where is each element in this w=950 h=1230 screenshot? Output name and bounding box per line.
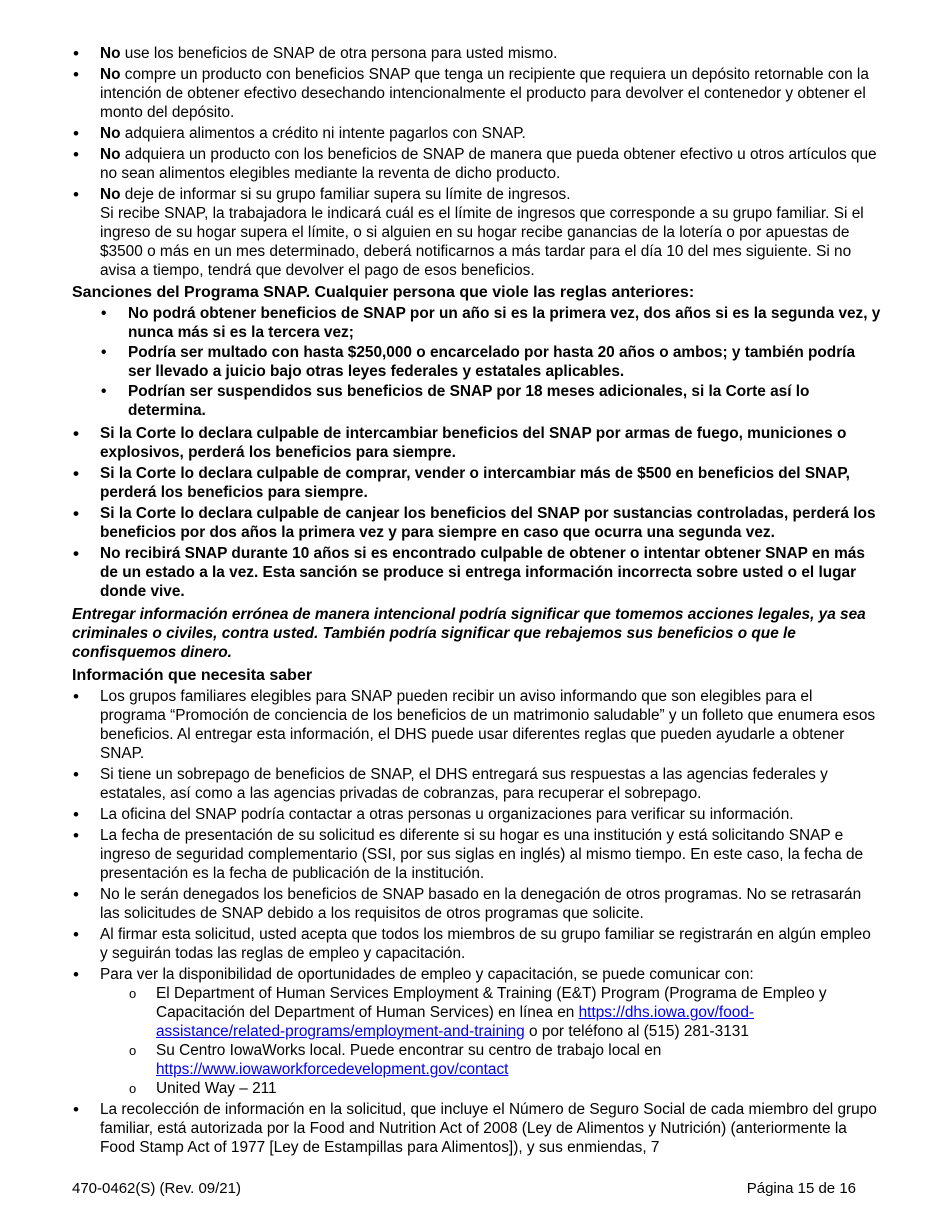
form-number: 470-0462(S) (Rev. 09/21) [72, 1180, 241, 1197]
penalties-heading: Sanciones del Programa SNAP. Cualquier persona que viole las reglas anteriores: [72, 284, 695, 301]
list-item: • La recolección de información en la solicitud, que incluye el Número de Seguro Social de cada miembro del grupo familiar, está autorizada por la Food and Nutrition Act of 2008 (Ley de Alimentos y Nutrición) (anteriormente la Food Stamp Act of 1977 [Ley de Estampillas para Alimentos]), y sus enmiendas, 7 [72, 1100, 882, 1157]
list-item: • Podría ser multado con hasta $250,000 o encarcelado por hasta 20 años o ambos; y también podría ser llevado a juicio bajo otras leyes federales y estatales aplicables. [100, 343, 882, 381]
list-item: • No le serán denegados los beneficios de SNAP basado en la denegación de otros programas. No se retrasarán las solicitudes de SNAP debido a los requisitos de otros programas que solicite. [72, 885, 882, 923]
list-item: • Los grupos familiares elegibles para SNAP pueden recibir un aviso informando que son elegibles para el programa “Promoción de conciencia de los beneficios de un matrimonio saludable” y un folleto que enumera esos beneficios. Al entregar esta información, el DHS puede usar diferentes reglas que pueden ayudarle a obtener SNAP. [72, 687, 882, 763]
contact-item: o Su Centro IowaWorks local. Puede encontrar su centro de trabajo local en https://www.iowaworkforcedevelopment.gov/contact [128, 1041, 882, 1079]
list-item: • Si tiene un sobrepago de beneficios de SNAP, el DHS entregará sus respuestas a las agencias federales y estatales, así como a las agencias privadas de cobranzas, para recuperar el sobrepago. [72, 765, 882, 803]
page-number: Página 15 de 16 [746, 1180, 856, 1197]
info-list [72, 687, 882, 1157]
list-item: • Podrían ser suspendidos sus beneficios de SNAP por 18 meses adicionales, si la Corte así lo determina. [100, 382, 882, 420]
list-item: • Al firmar esta solicitud, usted acepta que todos los miembros de su grupo familiar se registrarán en algún empleo y seguirán todas las reglas de empleo y capacitación. [72, 925, 882, 963]
list-item: • No podrá obtener beneficios de SNAP por un año si es la primera vez, dos años si es la segunda vez, y nunca más si es la tercera vez; [100, 304, 882, 342]
list-item: • No recibirá SNAP durante 10 años si es encontrado culpable de obtener o intentar obtener SNAP en más de un estado a la vez. Esta sanción se produce si entrega información incorrecta sobre usted o el lugar donde vive. [72, 544, 882, 601]
warning-text: Entregar información errónea de manera intencional podría significar que tomemos acciones legales, ya sea criminales o civiles, contra usted. También podría significar que rebajemos sus beneficios o que le confisquemos dinero. [72, 606, 866, 661]
penalties-list [72, 424, 882, 601]
document-page [72, 44, 882, 1159]
rules-list [72, 44, 882, 280]
contacts-list [128, 984, 882, 1098]
iowaworks-link[interactable]: https://www.iowaworkforcedevelopment.gov/contact [156, 1061, 509, 1078]
list-item: • No adquiera un producto con los beneficios de SNAP de manera que pueda obtener efectivo u otros artículos que no sean alimentos elegibles mediante la reventa de dicho producto. [72, 145, 882, 183]
list-item: • Si la Corte lo declara culpable de canjear los beneficios del SNAP por sustancias controladas, perderá los beneficios por dos años la primera vez y para siempre en caso que ocurra una segunda vez. [72, 504, 882, 542]
list-item: • La oficina del SNAP podría contactar a otras personas u organizaciones para verificar su información. [72, 805, 882, 824]
list-item: • Si la Corte lo declara culpable de intercambiar beneficios del SNAP por armas de fuego, municiones o explosivos, perderá los beneficios para siempre. [72, 424, 882, 462]
list-item: • No adquiera alimentos a crédito ni intente pagarlos con SNAP. [72, 124, 882, 143]
list-item: • No compre un producto con beneficios SNAP que tenga un recipiente que requiera un depósito retornable con la intención de obtener efectivo desechando intencionalmente el producto para devolver el contenedor y obtener el monto del depósito. [72, 65, 882, 122]
list-item: • No use los beneficios de SNAP de otra persona para usted mismo. [72, 44, 882, 63]
contact-item: o United Way – 211 [128, 1079, 882, 1098]
penalties-sublist [100, 304, 882, 420]
list-item: • Si la Corte lo declara culpable de comprar, vender o intercambiar más de $500 en beneficios del SNAP, perderá los beneficios para siempre. [72, 464, 882, 502]
et-program-link[interactable]: https://dhs.iowa.gov/food-assistance/related-programs/employment-and-training [156, 1004, 755, 1040]
contact-item: o El Department of Human Services Employment & Training (E&T) Program (Programa de Empleo y Capacitación del Department of Human Services) en línea en https://dhs.iowa.gov/food-assistance/related-programs/employment-and-training o por teléfono al (515) 281-3131 [128, 984, 882, 1041]
list-item: • Para ver la disponibilidad de oportunidades de empleo y capacitación, se puede comunicar con: o El Department of Human Services Employment & Training (E&T) Program (Programa de Empleo y Capacitación del Department of Human Services) en línea en https://dhs.iowa.gov/food-assistance/related-programs/employment-and-training o por teléfono al (515) 281-3131 o Su Centro IowaWorks local. Puede encontrar su centro de trabajo local en https://www.iowaworkforcedevelopment.gov/contact o United Way – 211 [72, 965, 882, 1098]
list-item: • La fecha de presentación de su solicitud es diferente si su hogar es una institución y está solicitando SNAP e ingreso de seguridad complementario (SSI, por sus siglas en inglés) al mismo tiempo. En este caso, la fecha de presentación es la fecha de publicación de la institución. [72, 826, 882, 883]
info-heading: Información que necesita saber [72, 667, 313, 684]
list-item: • No deje de informar si su grupo familiar supera su límite de ingresos. Si recibe SNAP, la trabajadora le indicará cuál es el límite de ingresos que corresponde a su grupo familiar. Si el ingreso de su hogar supera el límite, o si alguien en su hogar recibe ganancias de la lotería o por apuestas de $3500 o más en un mes determinado, deberá notificarnos a más tardar para el día 10 del mes siguiente. Si no avisa a tiempo, tendrá que devolver el pago de esos beneficios. [72, 185, 882, 280]
